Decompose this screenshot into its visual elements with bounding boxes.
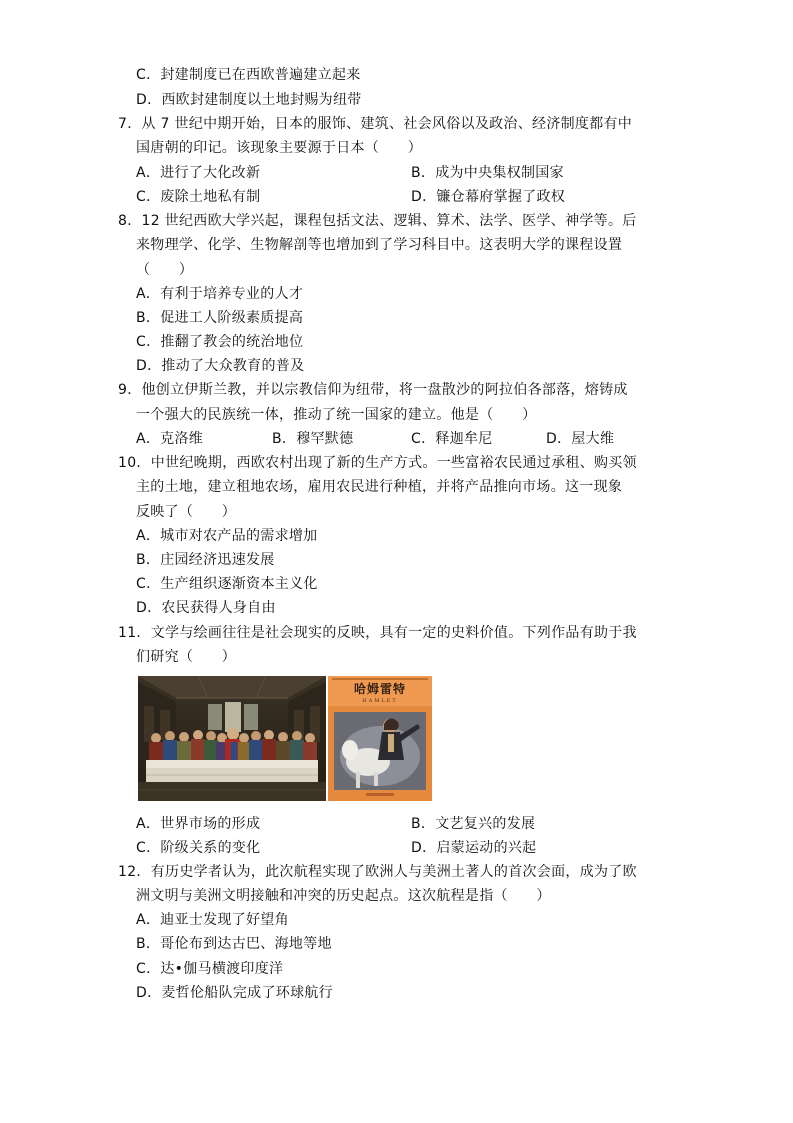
q8-stem: 8．12 世纪西欧大学兴起，课程包括文法、逻辑、算术、法学、医学、神学等。后 (118, 213, 637, 229)
q8-stem: 来物理学、化学、生物解剖等也增加到了学习科目中。这表明大学的课程设置 (136, 237, 623, 253)
q8-option-a: A．有利于培养专业的人才 (136, 286, 304, 302)
q7-stem: 国唐朝的印记。该现象主要源于日本（ ） (136, 140, 422, 156)
q10-stem: 主的土地，建立租地农场，雇用农民进行种植，并将产品推向市场。这一现象 (136, 479, 623, 495)
q9-option-b: B．穆罕默德 (272, 431, 354, 447)
q12-option-d: D．麦哲伦船队完成了环球航行 (136, 985, 333, 1001)
q7-stem: 7．从 7 世纪中期开始，日本的服饰、建筑、社会风俗以及政治、经济制度都有中 (118, 116, 633, 132)
q7-option-b: B．成为中央集权制国家 (411, 165, 564, 181)
hamlet-book-cover (328, 676, 432, 801)
q10-option-c: C．生产组织逐渐资本主义化 (136, 576, 318, 592)
q12-option-c: C．达•伽马横渡印度洋 (136, 961, 284, 977)
q8-option-c: C．推翻了教会的统治地位 (136, 334, 304, 350)
q10-stem: 10．中世纪晚期，西欧农村出现了新的生产方式。一些富裕农民通过承租、购买领 (118, 455, 637, 471)
q11-option-b: B．文艺复兴的发展 (411, 816, 536, 832)
q11-stem: 11．文学与绘画往往是社会现实的反映，具有一定的史料价值。下列作品有助于我 (118, 625, 637, 641)
q10-option-b: B．庄园经济迅速发展 (136, 552, 275, 568)
q12-option-a: A．迪亚士发现了好望角 (136, 912, 289, 928)
q9-option-a: A．克洛维 (136, 431, 204, 447)
book-title: 哈姆雷特 (353, 682, 406, 696)
q8-stem: （ ） (136, 262, 194, 278)
q12-option-b: B．哥伦布到达古巴、海地等地 (136, 936, 332, 952)
q11-stem: 们研究（ ） (136, 649, 237, 665)
q11-option-a: A．世界市场的形成 (136, 816, 261, 832)
q8-option-b: B．促进工人阶级素质提高 (136, 310, 304, 326)
last-supper-painting (138, 676, 326, 801)
q9-stem: 一个强大的民族统一体，推动了统一国家的建立。他是（ ） (136, 407, 537, 423)
q12-stem: 12．有历史学者认为，此次航程实现了欧洲人与美洲土著人的首次会面，成为了欧 (118, 864, 637, 880)
q7-option-a: A．进行了大化改新 (136, 165, 261, 181)
q11-option-d: D．启蒙运动的兴起 (411, 840, 537, 856)
q10-option-d: D．农民获得人身自由 (136, 600, 276, 616)
q12-stem: 洲文明与美洲文明接触和冲突的历史起点。这次航程是指（ ） (136, 888, 551, 904)
q10-stem: 反映了（ ） (136, 504, 237, 520)
q6-option-d: D．西欧封建制度以土地封赐为纽带 (136, 92, 362, 108)
q11-option-c: C．阶级关系的变化 (136, 840, 261, 856)
last-supper-illustration (138, 676, 326, 801)
book-subtitle: HAMLET (362, 698, 398, 704)
q9-option-d: D．屋大维 (546, 431, 615, 447)
q9-stem: 9．他创立伊斯兰教，并以宗教信仰为纽带，将一盘散沙的阿拉伯各部落，熔铸成 (118, 382, 628, 398)
q9-option-c: C．释迦牟尼 (411, 431, 493, 447)
q7-option-d: D．镰仓幕府掌握了政权 (411, 189, 566, 205)
q10-option-a: A．城市对农产品的需求增加 (136, 528, 318, 544)
q6-option-c: C．封建制度已在西欧普遍建立起来 (136, 67, 361, 83)
q7-option-c: C．废除土地私有制 (136, 189, 261, 205)
q8-option-d: D．推动了大众教育的普及 (136, 358, 305, 374)
